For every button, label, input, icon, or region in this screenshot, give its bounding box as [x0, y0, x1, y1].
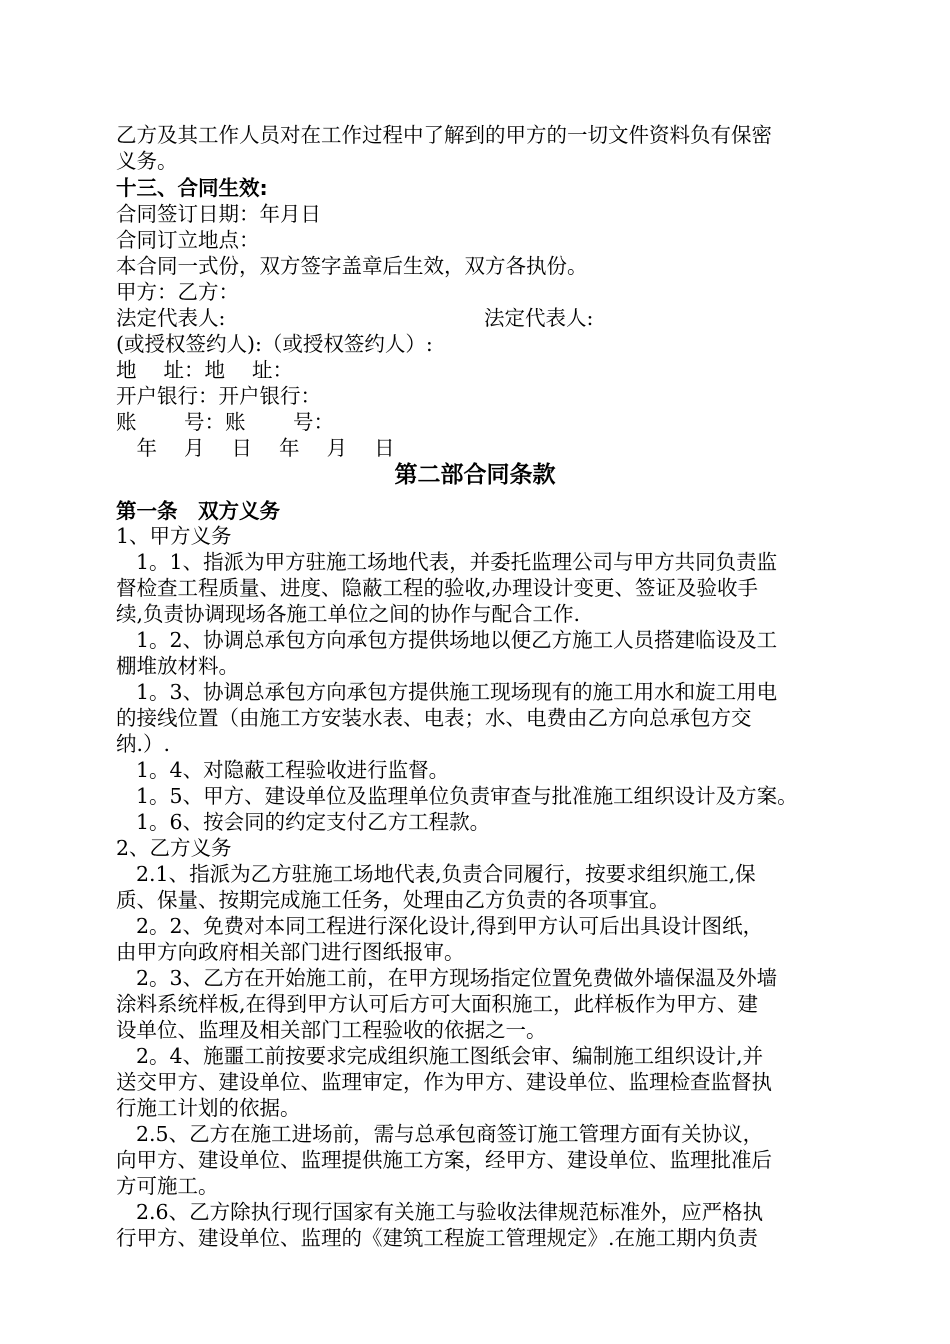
clause-line: 2.5、乙方在施工进场前，需与总承包商签订施工管理方面有关协议，: [136, 1122, 764, 1146]
copies-line: 本合同一式份，双方签字盖章后生效，双方各执份。: [116, 254, 588, 278]
sign-place-line: 合同订立地点：: [116, 228, 260, 252]
address-line: 地 址：地 址：: [116, 358, 294, 382]
clause-line: 向甲方、建设单位、监理提供施工方案，经甲方、建设单位、监理批准后: [116, 1148, 772, 1172]
clause-line: 1。2、协调总承包方向承包方提供场地以便乙方施工人员搭建临设及工: [136, 628, 778, 652]
clause-line: 设单位、监理及相关部门工程验收的依据之一。: [116, 1018, 547, 1042]
legal-rep-right: 法定代表人:: [484, 306, 594, 330]
clause-line: 行甲方、建设单位、监理的《建筑工程旋工管理规定》.在施工期内负责: [116, 1226, 759, 1250]
clause-line: 2。4、施噩工前按要求完成组织施工图纸会审、编制施工组织设计,并: [136, 1044, 764, 1068]
authorized-signer-line: (或授权签约人):（或授权签约人）:: [116, 332, 433, 356]
clause-line: 1。3、协调总承包方向承包方提供施工现场现有的施工用水和旋工用电: [136, 680, 778, 704]
parties-line: 甲方：乙方：: [116, 280, 239, 304]
clause-line: 督检查工程质量、进度、隐蔽工程的验收,办理设计变更、签证及验收手: [116, 576, 759, 600]
part-title: 第二部合同条款: [394, 462, 556, 488]
clause-line: 1。4、对隐蔽工程验收进行监督。: [136, 758, 450, 782]
date-line: 年 月 日 年 月 日: [116, 436, 395, 460]
clause-line: 1。1、指派为甲方驻施工场地代表，并委托监理公司与甲方共同负责监: [136, 550, 778, 574]
clause-line: 2。2、免费对本同工程进行深化设计,得到甲方认可后出具设计图纸，: [136, 914, 764, 938]
clause-line: 行施工计划的依据。: [116, 1096, 301, 1120]
clause-line: 送交甲方、建设单位、监理审定，作为甲方、建设单位、监理检查监督执: [116, 1070, 772, 1094]
clause-line: 质、保量、按期完成施工任务，处理由乙方负责的各项事宜。: [116, 888, 670, 912]
sign-date-line: 合同签订日期：年月日: [116, 202, 321, 226]
paragraph-line: 乙方及其工作人员对在工作过程中了解到的甲方的一切文件资料负有保密: [116, 123, 772, 147]
clause-line: 的接线位置（由施工方安装水表、电表；水、电费由乙方向总承包方交: [116, 706, 752, 730]
clause-line: 1。5、甲方、建设单位及监理单位负责审查与批准施工组织设计及方案。: [136, 784, 798, 808]
subsection-heading: 2、乙方义务: [116, 836, 232, 860]
article-heading: 第一条 双方义务: [116, 499, 280, 523]
bank-line: 开户银行：开户银行：: [116, 384, 321, 408]
clause-line: 棚堆放材料。: [116, 654, 239, 678]
clause-line: 方可施工。: [116, 1174, 219, 1198]
account-line: 账 号：账 号：: [116, 410, 335, 434]
section-heading: 十三、合同生效:: [116, 176, 268, 200]
clause-line: 2.6、乙方除执行现行国家有关施工与验收法律规范标准外，应严格执: [136, 1200, 764, 1224]
clause-line: 2。3、乙方在开始施工前，在甲方现场指定位置免费做外墙保温及外墙: [136, 966, 778, 990]
legal-rep-left: 法定代表人:: [116, 306, 226, 330]
clause-line: 涂料系统样板,在得到甲方认可后方可大面积施工，此样板作为甲方、建: [116, 992, 759, 1016]
clause-line: 续,负责协调现场各施工单位之间的协作与配合工作.: [116, 602, 581, 626]
clause-line: 由甲方向政府相关部门进行图纸报审。: [116, 940, 465, 964]
clause-line: 1。6、按会同的约定支付乙方工程款。: [136, 810, 491, 834]
subsection-heading: 1、甲方义务: [116, 524, 232, 548]
paragraph-line: 义务。: [116, 149, 178, 173]
clause-line: 2.1、指派为乙方驻施工场地代表,负责合同履行，按要求组织施工,保: [136, 862, 756, 886]
clause-line: 纳.）.: [116, 732, 171, 756]
